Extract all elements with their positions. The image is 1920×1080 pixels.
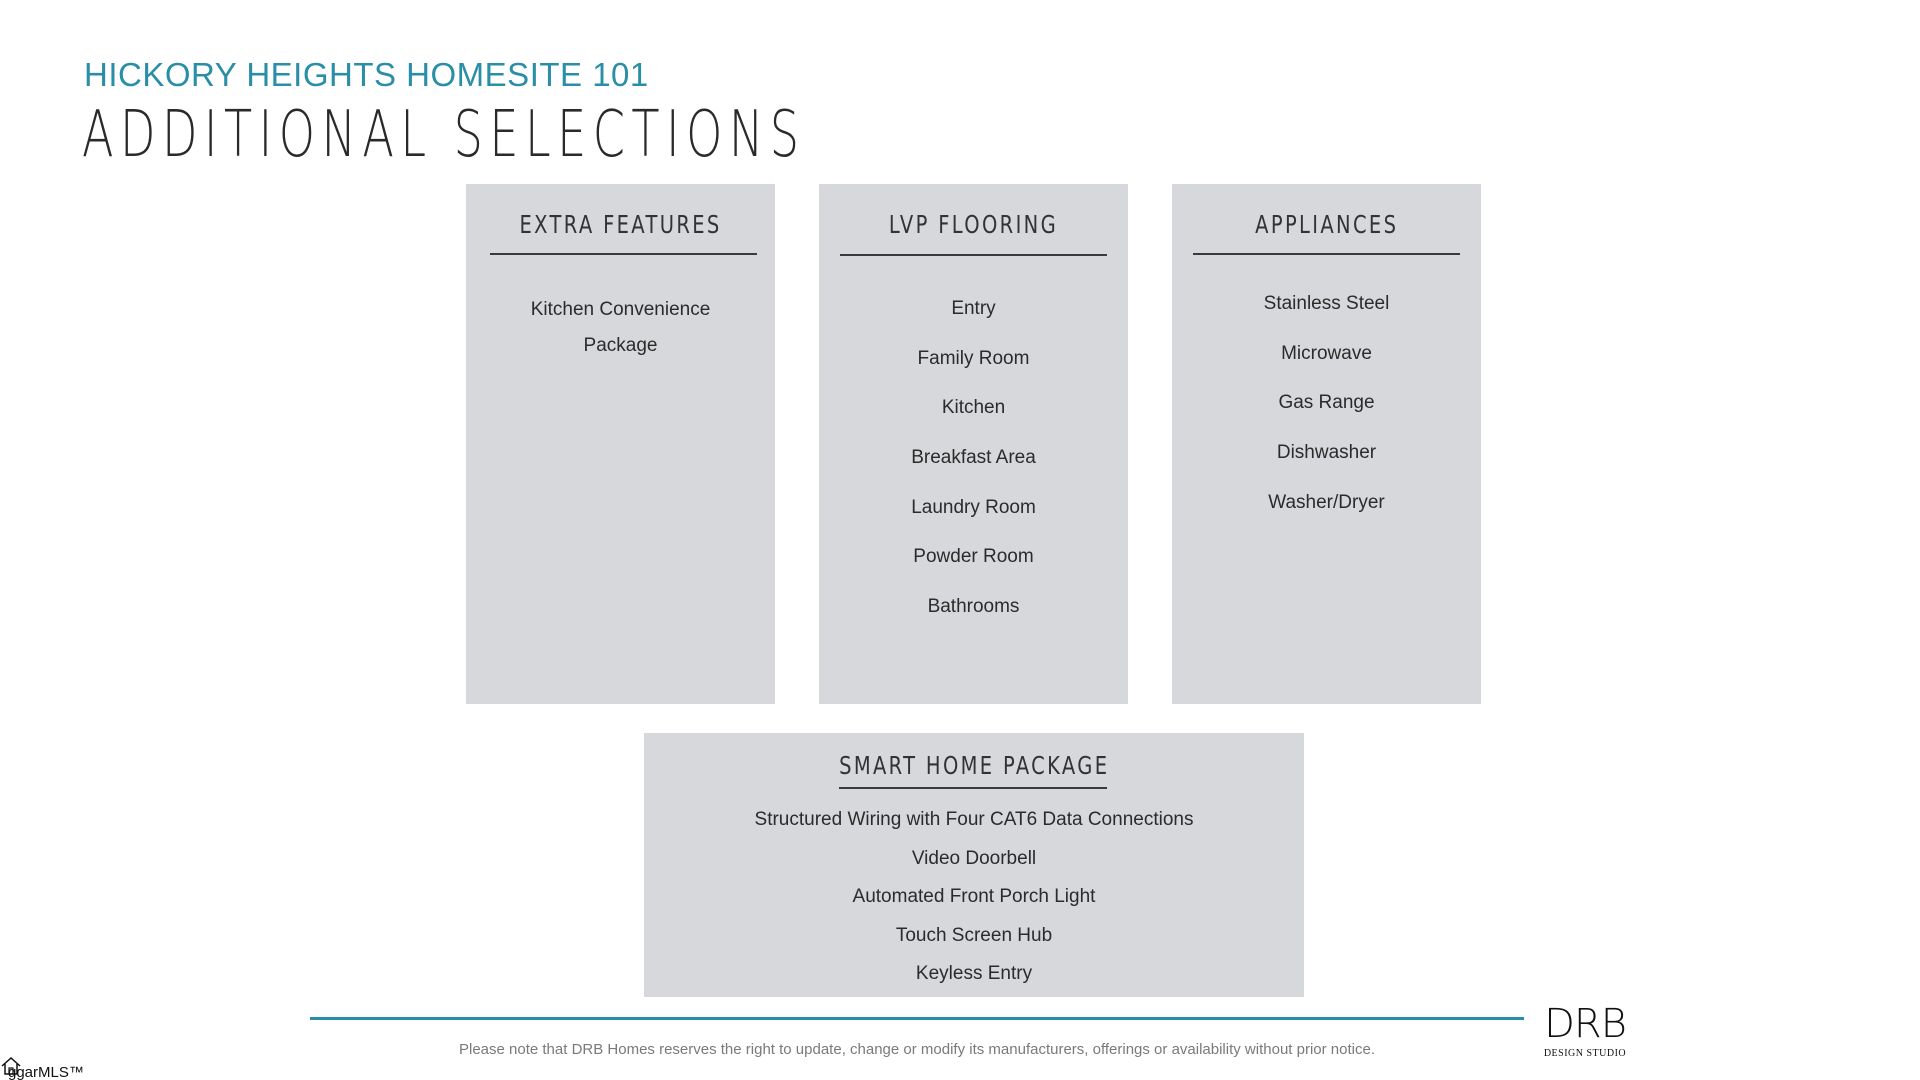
page-title: ADDITIONAL SELECTIONS — [82, 98, 806, 172]
lvp-flooring-list — [819, 284, 1128, 632]
list-item: Family Room — [917, 347, 1030, 369]
list-item: Washer/Dryer — [1268, 491, 1385, 513]
smart-home-list — [644, 801, 1304, 994]
lvp-flooring-heading: LVP FLOORING — [888, 210, 1059, 239]
mls-watermark — [2, 1064, 84, 1080]
list-item: Bathrooms — [927, 596, 1020, 618]
panel-divider — [490, 253, 757, 255]
list-item: Kitchen — [941, 397, 1006, 419]
logo-mark: DRB — [1544, 1001, 1626, 1047]
logo-subtitle: DESIGN STUDIO — [1543, 1048, 1627, 1059]
disclaimer-text: Please note that DRB Homes reserves the right to update, change or modify its manufacturers, offerings or availability without prior notice. — [458, 1041, 1375, 1058]
house-icon — [0, 1056, 22, 1076]
list-item: Keyless Entry — [915, 963, 1033, 985]
list-item: Microwave — [1281, 342, 1372, 364]
extra-features-list — [466, 292, 775, 364]
smart-home-heading: SMART HOME PACKAGE — [838, 751, 1110, 780]
extra-features-panel — [466, 184, 775, 704]
list-item: Automated Front Porch Light — [852, 886, 1096, 908]
panel-divider — [839, 787, 1107, 789]
list-item: Video Doorbell — [911, 847, 1037, 869]
panel-heading — [466, 210, 775, 239]
list-item: Dishwasher — [1276, 442, 1377, 464]
appliances-list — [1172, 279, 1481, 527]
lvp-flooring-panel — [819, 184, 1128, 704]
list-item: Breakfast Area — [911, 447, 1036, 469]
list-item: Kitchen Convenience Package — [530, 299, 711, 356]
panel-divider — [840, 254, 1107, 256]
panel-heading — [644, 751, 1304, 780]
appliances-heading: APPLIANCES — [1254, 210, 1399, 239]
smart-home-panel — [644, 733, 1304, 997]
list-item: Laundry Room — [911, 496, 1036, 518]
list-item: Structured Wiring with Four CAT6 Data Connections — [754, 809, 1194, 830]
list-item: Touch Screen Hub — [895, 924, 1053, 946]
appliances-panel — [1172, 184, 1481, 704]
footer-divider — [310, 1017, 1524, 1020]
list-item: Stainless Steel — [1263, 293, 1390, 314]
watermark-text: ggarMLS™ — [8, 1064, 84, 1080]
drb-design-studio-logo — [1538, 1001, 1632, 1060]
list-item: Powder Room — [913, 546, 1034, 568]
panel-divider — [1193, 253, 1460, 255]
panel-heading — [819, 210, 1128, 239]
homesite-subtitle: HICKORY HEIGHTS HOMESITE 101 — [84, 56, 649, 93]
extra-features-heading: EXTRA FEATURES — [519, 210, 722, 239]
list-item: Gas Range — [1278, 392, 1375, 414]
list-item: Entry — [951, 298, 996, 319]
panel-heading — [1172, 210, 1481, 239]
